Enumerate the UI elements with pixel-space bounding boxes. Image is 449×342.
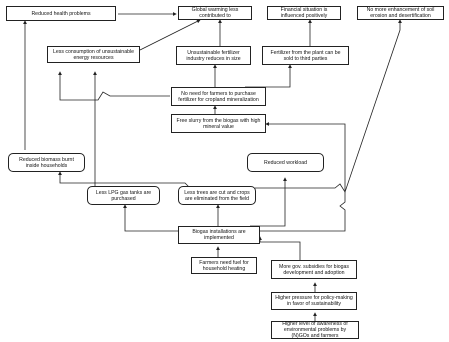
node-gov-subsidies: More gov. subsidies for biogas development and adoption <box>271 260 357 279</box>
node-financial-situation: Financial situation is influenced positively <box>267 6 341 20</box>
node-no-fertilizer-purchase: No need for farmers to purchase fertilizer for cropland mineralization <box>171 87 266 106</box>
node-free-slurry: Free slurry from the biogas with high mineral value <box>171 114 266 133</box>
node-policy-pressure: Higher pressure for policy-making in favor of sustainability <box>271 292 357 310</box>
arrow-nopurchase-fertilizersold <box>245 65 290 87</box>
arrow-biogas-lpg <box>125 205 185 231</box>
arrow-nopurchase-energy <box>60 72 170 100</box>
node-soil-erosion: No more enhancement of soil erosion and desertification <box>357 6 444 20</box>
arrow-biogas-slurry <box>260 124 345 231</box>
node-less-lpg: Less LPG gas tanks are purchased <box>87 186 160 205</box>
node-fertilizer-sold: Fertilizer from the plant can be sold to third parties <box>262 46 349 65</box>
node-awareness: Higher level of awareness of environmental problems by (N)GOs and farmers <box>271 321 359 339</box>
node-less-energy-consumption: Less consumption of unsustainable energy resources <box>47 46 140 63</box>
node-fertilizer-industry: Unsustainable fertilizer industry reduces in size <box>176 46 251 65</box>
node-less-trees: Less trees are cut and crops are eliminated from the field <box>178 186 256 205</box>
node-fuel-heating: Farmers need fuel for household heating <box>191 257 257 274</box>
node-biogas-installations: Biogas installations are implemented <box>178 226 260 244</box>
node-reduced-biomass: Reduced biomass burnt inside households <box>8 153 85 172</box>
node-reduced-workload: Reduced workload <box>247 153 324 172</box>
node-global-warming: Global warming less contributed to <box>178 6 252 20</box>
node-reduced-health-problems: Reduced health problems <box>6 6 116 21</box>
